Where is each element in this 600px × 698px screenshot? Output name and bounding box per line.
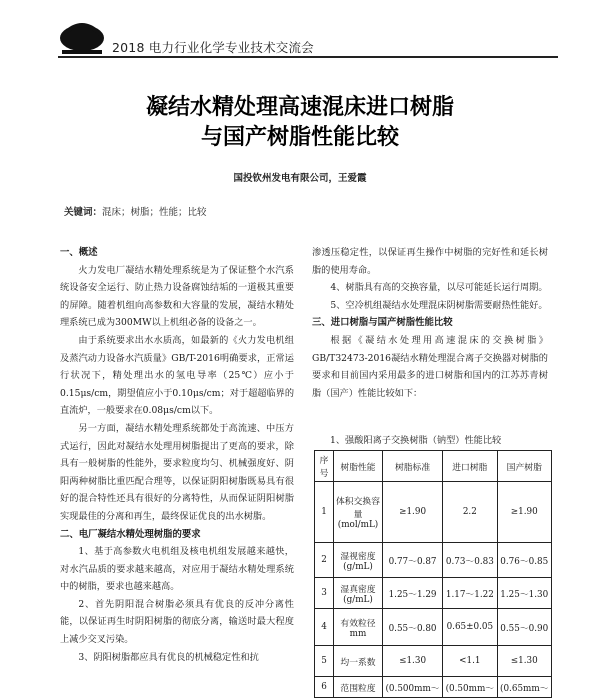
section-heading: 二、电厂凝结水精处理树脂的要求 xyxy=(60,528,201,540)
table-row xyxy=(315,578,552,609)
paragraph: 1、基于高参数火电机组及核电机组发展越来越快，对水汽品质的要求越来越高，对应用于凝结水精处理系统中的树脂，要求也越来越高。 xyxy=(60,546,294,593)
table-cell: 1 xyxy=(315,482,334,543)
table-header-cell: 树脂标准 xyxy=(383,451,443,482)
table-cell: 0.55～0.80 xyxy=(383,609,443,646)
table-row xyxy=(315,609,552,646)
table-cell: 1.17～1.22 xyxy=(443,578,497,609)
right-column xyxy=(312,244,548,402)
table-cell: 1.25～1.30 xyxy=(497,578,551,609)
table-header-cell: 国产树脂 xyxy=(497,451,551,482)
table-row xyxy=(315,482,552,543)
resin-comparison-table xyxy=(314,450,552,698)
table-header-cell: 进口树脂 xyxy=(443,451,497,482)
paragraph: 5、空冷机组凝结水处理混床阴树脂需要耐热性能好。 xyxy=(330,299,548,311)
paragraph: 根据《凝结水处理用高速混床的交换树脂》GB/T32473-2016凝结水精处理混合离子交换器对树脂的要求和目前国内采用最多的进口树脂和国内的江苏苏青树脂（国产）性能比较如下： xyxy=(312,334,548,399)
table-cell: 范围粒度 xyxy=(334,677,383,698)
table-cell: 体积交换容量(mol/mL) xyxy=(334,482,383,543)
paragraph: 由于系统要求出水水质高，如最新的《火力发电机组及蒸汽动力设备水汽质量》GB/T-2016明确要求，正常运行状况下，精处理出水的氢电导率（25℃）应小于0.15μs/cm，期望值应小于0.10μs/cm；对于超超临界的直流炉，一般要求在0.08μs/cm以下。 xyxy=(60,334,295,417)
table-header-cell: 树脂性能 xyxy=(334,451,383,482)
table-row xyxy=(315,677,552,698)
table-cell: ≥1.90 xyxy=(383,482,443,543)
paragraph: 3、阴阳树脂都应具有优良的机械稳定性和抗 xyxy=(78,651,259,663)
table-cell: 2.2 xyxy=(443,482,497,543)
table-cell: (0.500mm～ xyxy=(383,677,443,698)
table-cell: 均一系数 xyxy=(334,646,383,677)
table-row xyxy=(315,543,552,578)
table-cell: 6 xyxy=(315,677,334,698)
paragraph: 火力发电厂凝结水精处理系统是为了保证整个水汽系统设备安全运行、防止热力设备腐蚀结垢的一道极其重要的屏障。随着机组向高参数和大容量的发展，凝结水精处理系统已成为300MW以上机组必备的设备之一。 xyxy=(60,264,294,329)
table-cell: 0.77～0.87 xyxy=(383,543,443,578)
table-cell: 4 xyxy=(315,609,334,646)
table-cell: <1.1 xyxy=(443,646,497,677)
paragraph: 2、首先阴阳混合树脂必须具有优良的反冲分离性能，以保证再生时阴阳树脂的彻底分离，输送时最大程度上减少交叉污染。 xyxy=(60,598,294,646)
table-cell: 5 xyxy=(315,646,334,677)
table-cell: (0.50mm～ xyxy=(443,677,497,698)
conference-name: 2018 电力行业化学专业技术交流会 xyxy=(112,40,314,55)
table-cell: 0.73～0.83 xyxy=(443,543,497,578)
table-cell: ≥1.90 xyxy=(497,482,551,543)
paper-title-line-2: 与国产树脂性能比较 xyxy=(200,125,399,150)
conference-logo-icon xyxy=(58,14,106,60)
table-cell: 2 xyxy=(315,543,334,578)
paragraph: 另一方面，凝结水精处理系统都处于高流速、中压方式运行，因此对凝结水处理用树脂提出了更高的要求，除具有一般树脂的性能外，要求粒度均匀、机械强度好、阴阳两种树脂比重匹配合理等，以保证阴阳树脂既易具有很好的混合特性还具有很好的分离特性，从而保证阴阳树脂实现最佳的分离和再生，最终保证优良的出水树脂。 xyxy=(60,422,294,522)
table-cell: ≤1.30 xyxy=(497,646,551,677)
paper-title-line-1: 凝结水精处理高速混床进口树脂 xyxy=(145,95,454,120)
section-heading: 一、概述 xyxy=(60,247,98,258)
table-cell: 0.65±0.05 xyxy=(443,609,497,646)
author-affiliation: 国投钦州发电有限公司，王爱霞 xyxy=(233,173,367,184)
keywords-label: 关键词： xyxy=(64,207,103,218)
keywords-text: 混床；树脂；性能；比较 xyxy=(102,207,207,218)
header-divider xyxy=(58,56,558,58)
table-cell: ≤1.30 xyxy=(383,646,443,677)
table-cell: 0.76～0.85 xyxy=(497,543,551,578)
section-heading: 三、进口树脂与国产树脂性能比较 xyxy=(312,317,453,329)
table-cell: (0.65mm～ xyxy=(497,677,551,698)
table-cell: 1.25～1.29 xyxy=(383,578,443,609)
table-caption: 1、强酸阳离子交换树脂（钠型）性能比较 xyxy=(330,435,502,446)
table-cell: 湿视密度(g/mL) xyxy=(334,543,383,578)
table-cell: 湿真密度(g/mL) xyxy=(334,578,383,609)
table-cell: 有效粒径mm xyxy=(334,609,383,646)
keywords xyxy=(64,204,207,218)
table-header-cell: 序号 xyxy=(315,451,334,482)
left-column xyxy=(60,244,294,666)
table-cell: 0.55～0.90 xyxy=(497,609,551,646)
table-row xyxy=(315,646,552,677)
paragraph: 渗透压稳定性，以保证再生操作中树脂的完好性和延长树脂的使用寿命。 xyxy=(312,247,548,276)
table-cell: 3 xyxy=(315,578,334,609)
paragraph: 4、树脂具有高的交换容量，以尽可能延长运行周期。 xyxy=(330,282,548,294)
